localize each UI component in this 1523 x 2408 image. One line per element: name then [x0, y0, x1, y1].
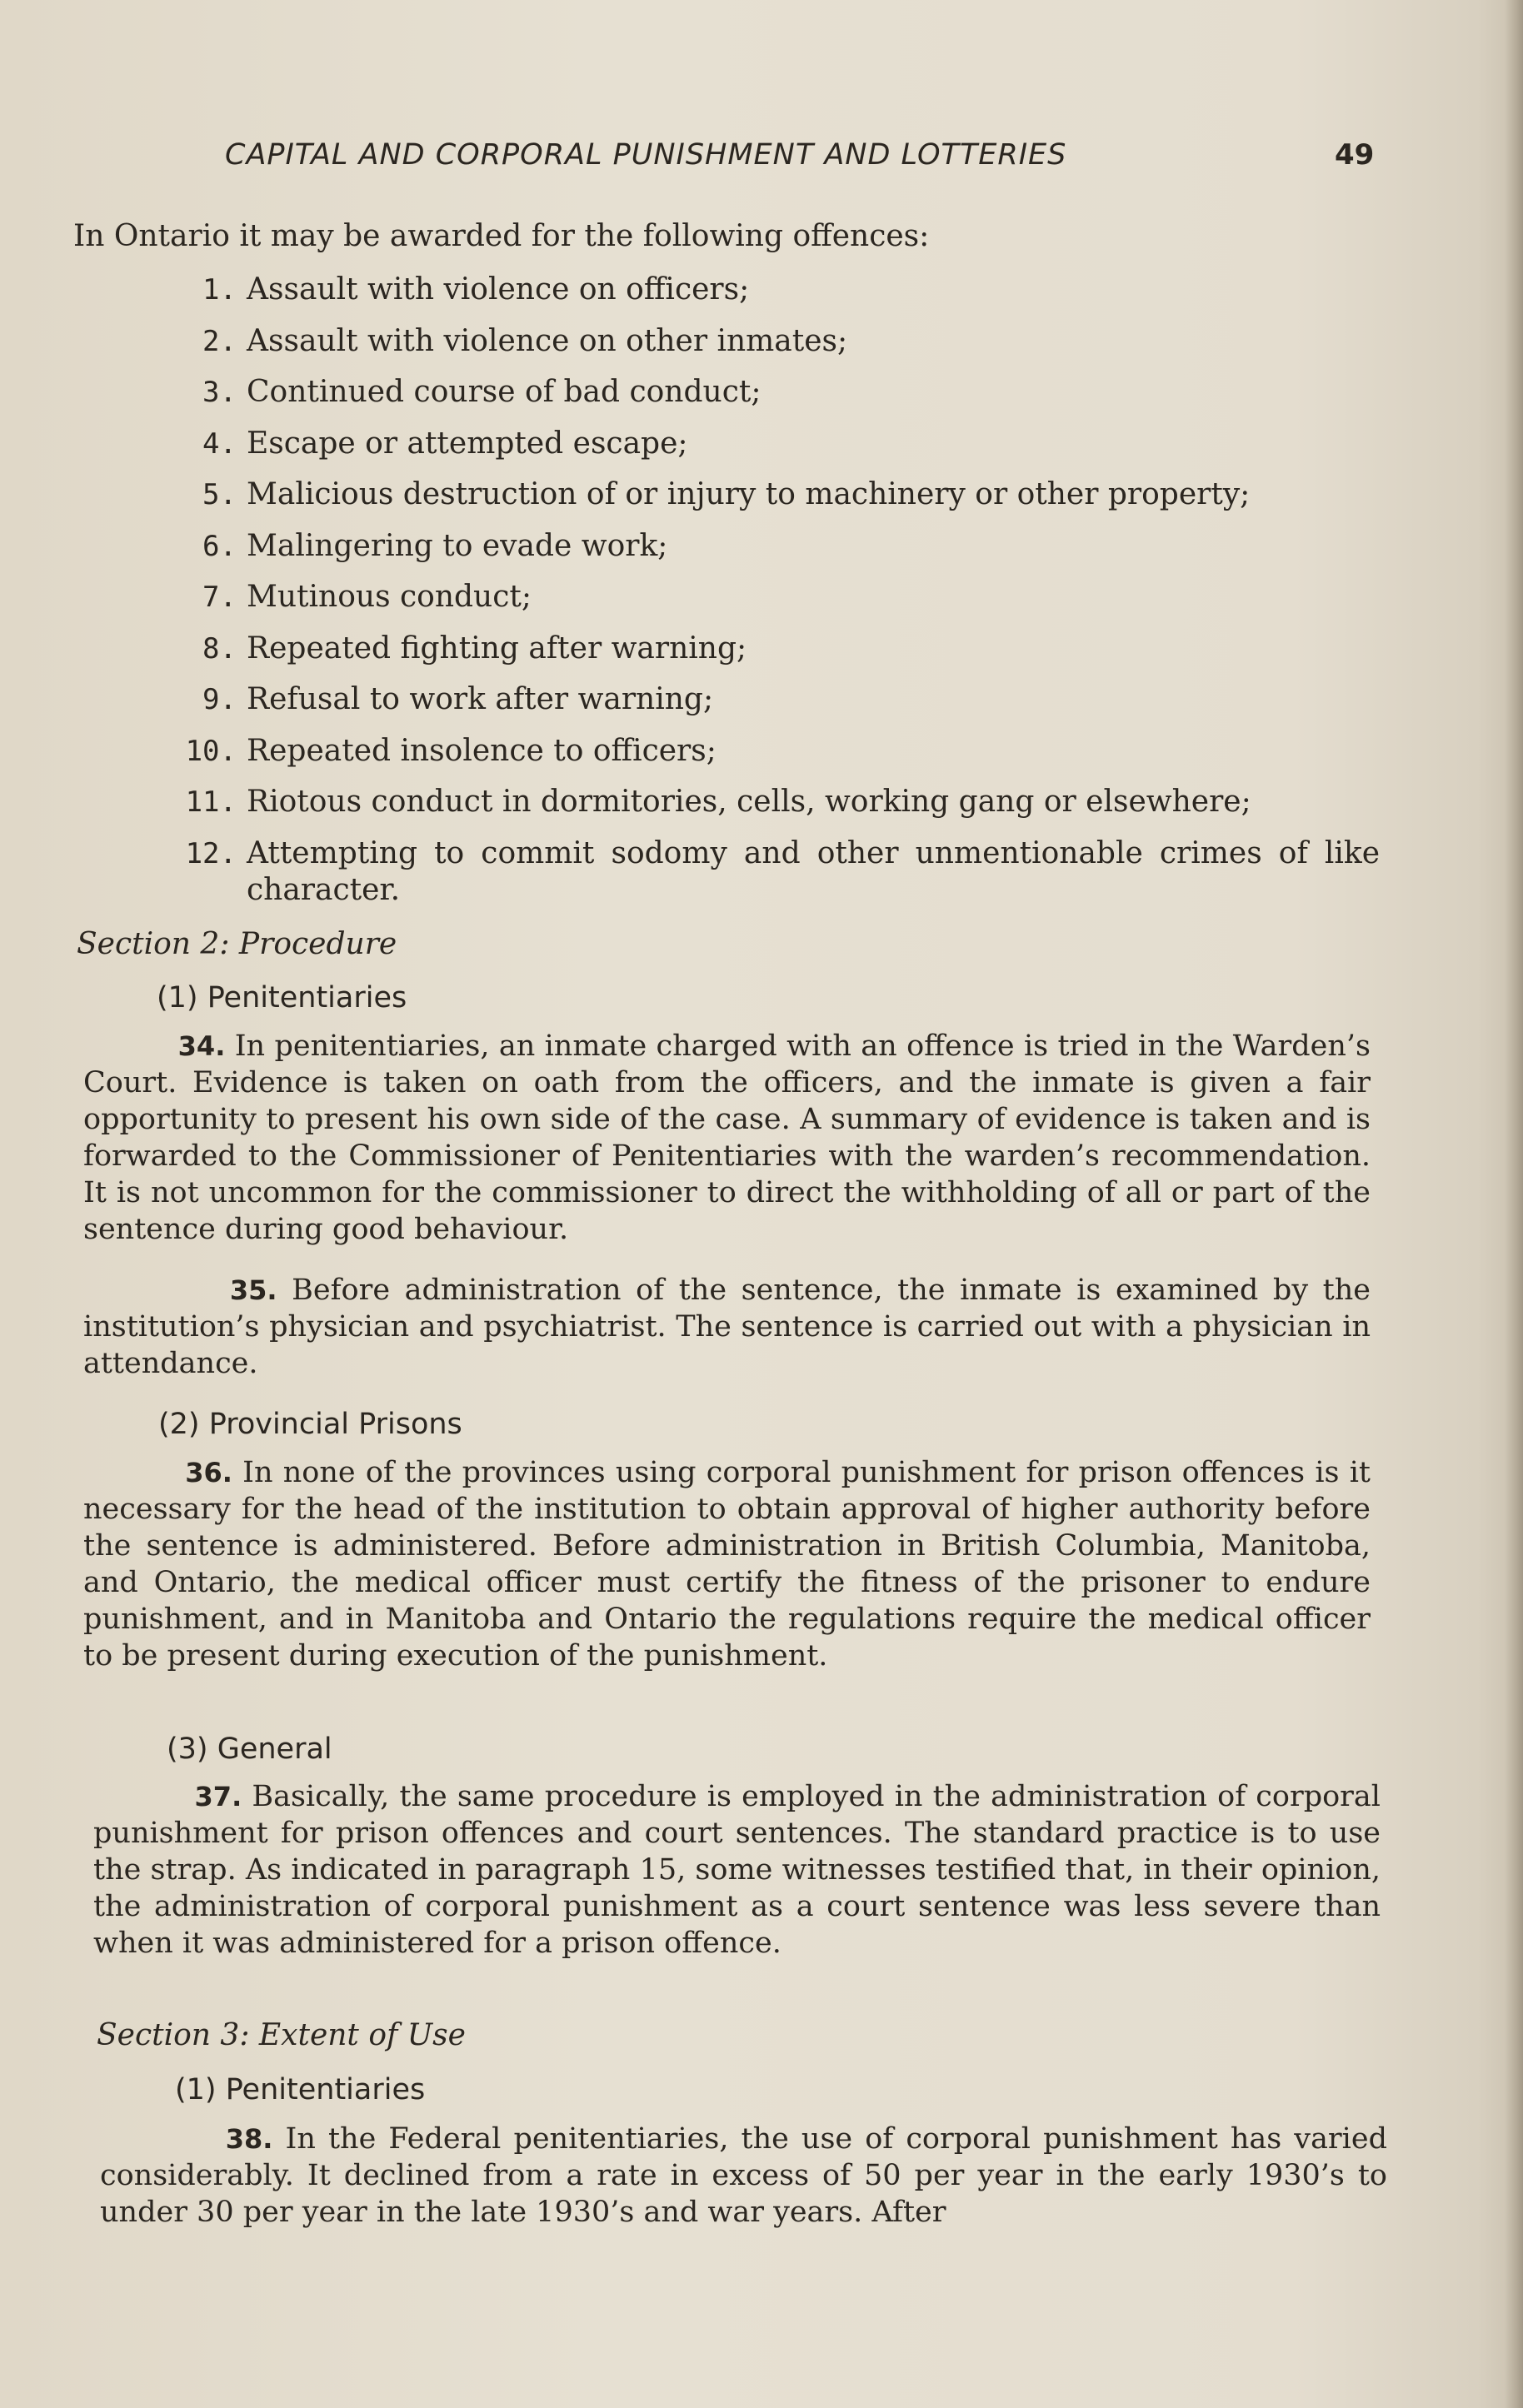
- subsection-heading: (1) Penitentiaries: [157, 981, 407, 1015]
- list-item-text: Repeated insolence to officers;: [247, 733, 717, 768]
- intro-line: In Ontario it may be awarded for the following offences:: [73, 219, 930, 253]
- offence-list: [165, 272, 1381, 909]
- paragraph-text: Basically, the same procedure is employed in the administration of corporal punishment for prison offences and court sentences. The standard practice is to use the strap. As indicated in paragraph 15, some witnesses testified that, in their opinion, the administration of corporal punishment as a court sentence was less severe than when it was administered for a prison offence.: [93, 1780, 1381, 1960]
- list-item-text: Continued course of bad conduct;: [247, 375, 762, 409]
- list-item-text: Malicious destruction of or injury to machinery or other property;: [247, 477, 1251, 511]
- section-heading: Section 3: Extent of Use: [97, 2018, 466, 2052]
- list-item-text: Assault with violence on other inmates;: [247, 323, 848, 358]
- paragraph-number: 35.: [229, 1274, 277, 1306]
- list-item-text: Refusal to work after warning;: [247, 682, 714, 716]
- list-item-text: Assault with violence on officers;: [247, 272, 750, 307]
- list-item: [165, 374, 1381, 426]
- list-item: [165, 733, 1381, 785]
- list-item: [165, 631, 1381, 682]
- list-item-number: 2.: [202, 324, 237, 358]
- list-item-text: Escape or attempted escape;: [247, 426, 688, 461]
- subsection-heading: (1) Penitentiaries: [175, 2073, 426, 2106]
- list-item: [165, 681, 1381, 733]
- list-item: [165, 323, 1381, 375]
- paragraph-text: In the Federal penitentiaries, the use of corporal punishment has varied considerably. It declined from a rate in excess of 50 per year in the early 1930’s to under 30 per year in the late 1930’s and war years. After: [100, 2122, 1387, 2229]
- list-item-number: 8.: [202, 631, 237, 666]
- list-item-text: Repeated fighting after warning;: [247, 631, 747, 666]
- list-item: [165, 528, 1381, 580]
- paragraph-text: In penitentiaries, an inmate charged with an offence is tried in the Warden’s Court. Evidence is taken on oath from the officers, and the inmate is given a fair opportunity to present his own side of the case. A summary of evidence is taken and is forwarded to the Commissioner of Penitentiaries with the warden’s recommendation. It is not uncommon for the commissioner to direct the withholding of all or part of the sentence during good behaviour.: [83, 1030, 1371, 1246]
- paragraph-34: [83, 1028, 1371, 1248]
- list-item-number: 7.: [202, 581, 237, 614]
- list-item-number: 9.: [202, 683, 237, 716]
- list-item-number: 11.: [185, 785, 237, 819]
- list-item-number: 1.: [202, 273, 237, 307]
- list-item: [165, 476, 1381, 528]
- list-item-number: 3.: [202, 376, 237, 409]
- list-item-text: Riotous conduct in dormitories, cells, working gang or elsewhere;: [247, 785, 1251, 819]
- subsection-heading: (3) General: [167, 1732, 332, 1766]
- paragraph-36: [83, 1454, 1371, 1674]
- paragraph-35: [83, 1272, 1371, 1382]
- section-heading: Section 2: Procedure: [77, 927, 397, 961]
- list-item: [165, 579, 1381, 631]
- paragraph-number: 34.: [177, 1030, 226, 1062]
- list-item: [165, 784, 1381, 835]
- page-edge-shadow: [1505, 0, 1523, 2408]
- list-item: [165, 426, 1381, 477]
- list-item: [165, 835, 1381, 909]
- list-item-number: 10.: [185, 734, 237, 768]
- list-item-number: 5.: [202, 478, 237, 511]
- list-item-number: 6.: [202, 529, 237, 563]
- list-item-number: 12.: [185, 836, 237, 870]
- subsection-heading: (2) Provincial Prisons: [158, 1408, 462, 1441]
- paragraph-37: [93, 1778, 1381, 1962]
- list-item-text: Mutinous conduct;: [247, 580, 532, 614]
- paragraph-number: 37.: [194, 1781, 242, 1812]
- page-number: 49: [1335, 138, 1375, 172]
- list-item-text: Attempting to commit sodomy and other unmentionable crimes of like character.: [247, 835, 1380, 907]
- paragraph-38: [100, 2121, 1387, 2231]
- running-title: CAPITAL AND CORPORAL PUNISHMENT AND LOTTERIES: [225, 138, 1067, 172]
- paragraph-text: Before administration of the sentence, the inmate is examined by the institution’s physician and psychiatrist. The sentence is carried out with a physician in attendance.: [83, 1274, 1371, 1380]
- list-item-text: Malingering to evade work;: [247, 528, 668, 563]
- list-item: [165, 272, 1381, 323]
- paragraph-number: 38.: [225, 2123, 273, 2155]
- paragraph-number: 36.: [185, 1457, 232, 1488]
- paragraph-text: In none of the provinces using corporal punishment for prison offences is it necessary for the head of the institution to obtain approval of higher authority before the sentence is administered. Before administration in British Columbia, Manitoba, and Ontario, the medical officer must certify the fitness of the prisoner to endure punishment, and in Manitoba and Ontario the regulations require the medical officer to be present during execution of the punishment.: [83, 1456, 1371, 1673]
- list-item-number: 4.: [202, 426, 237, 461]
